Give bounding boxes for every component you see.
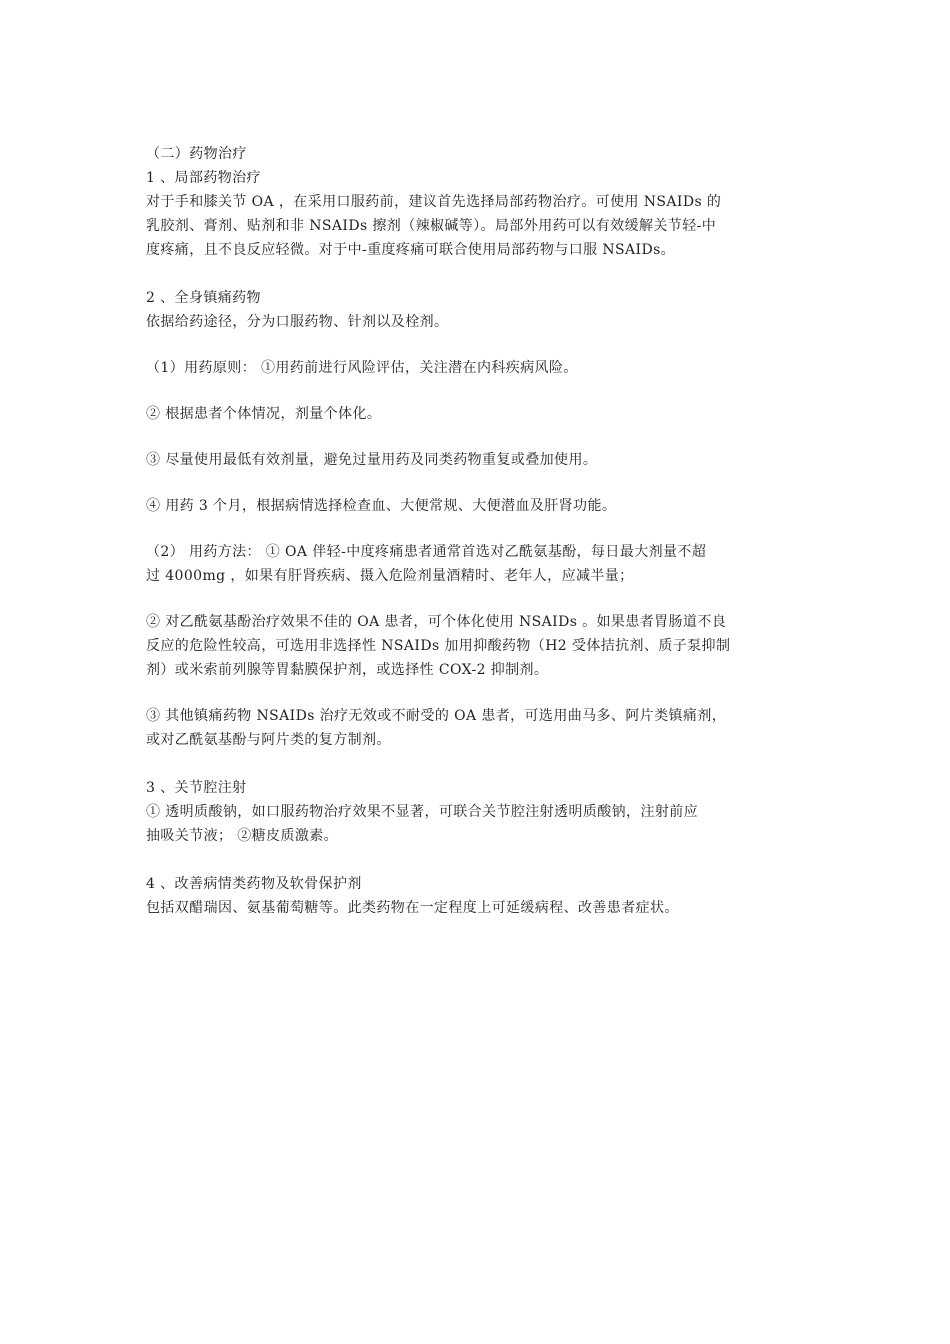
- document-body: [146, 142, 806, 920]
- spacer: [146, 426, 806, 448]
- paragraph-line: ① 透明质酸钠，如口服药物治疗效果不显著，可联合关节腔注射透明质酸钠，注射前应: [146, 804, 699, 820]
- method-item: （2） 用药方法： ① OA 伴轻-中度疼痛患者通常首选对乙酰氨基酚，每日最大剂量不超: [146, 544, 707, 560]
- spacer: [146, 588, 806, 610]
- principle-item: ② 根据患者个体情况，剂量个体化。: [146, 406, 382, 422]
- paragraph-line: 对于手和膝关节 OA ，在采用口服药前，建议首先选择局部药物治疗。可使用 NSAIDs 的: [146, 194, 722, 210]
- paragraph-line: 依据给药途径，分为口服药物、针剂以及栓剂。: [146, 314, 449, 330]
- principle-item: ③ 尽量使用最低有效剂量，避免过量用药及同类药物重复或叠加使用。: [146, 452, 598, 468]
- spacer: [146, 752, 806, 776]
- paragraph-line: 抽吸关节液； ②糖皮质激素。: [146, 828, 339, 844]
- method-item: ③ 其他镇痛药物 NSAIDs 治疗无效或不耐受的 OA 患者，可选用曲马多、阿片类镇痛剂，: [146, 708, 727, 724]
- heading-joint-injection: 3 、关节腔注射: [146, 780, 247, 796]
- method-item: 过 4000mg ，如果有肝肾疾病、摄入危险剂量酒精时、老年人，应减半量；: [146, 568, 634, 584]
- paragraph-line: 包括双醋瑞因、氨基葡萄糖等。此类药物在一定程度上可延缓病程、改善患者症状。: [146, 900, 679, 916]
- spacer: [146, 262, 806, 286]
- principle-item: （1）用药原则： ①用药前进行风险评估，关注潜在内科疾病风险。: [146, 360, 578, 376]
- method-item: 反应的危险性较高，可选用非选择性 NSAIDs 加用抑酸药物（H2 受体拮抗剂、质子泵抑制: [146, 638, 731, 654]
- heading-systemic-analgesics: 2 、全身镇痛药物: [146, 290, 261, 306]
- principle-item: ④ 用药 3 个月，根据病情选择检查血、大便常规、大便潜血及肝肾功能。: [146, 498, 617, 514]
- paragraph-line: 度疼痛，且不良反应轻微。对于中-重度疼痛可联合使用局部药物与口服 NSAIDs。: [146, 242, 676, 258]
- spacer: [146, 848, 806, 872]
- method-item: ② 对乙酰氨基酚治疗效果不佳的 OA 患者，可个体化使用 NSAIDs 。如果患者胃肠道不良: [146, 614, 727, 630]
- spacer: [146, 682, 806, 704]
- paragraph-line: 乳胶剂、膏剂、贴剂和非 NSAIDs 擦剂（辣椒碱等）。局部外用药可以有效缓解关节轻-中: [146, 218, 717, 234]
- method-item: 或对乙酰氨基酚与阿片类的复方制剂。: [146, 732, 391, 748]
- heading-disease-modifying-drugs: 4 、改善病情类药物及软骨保护剂: [146, 876, 362, 892]
- spacer: [146, 518, 806, 540]
- heading-local-therapy: 1 、局部药物治疗: [146, 170, 261, 186]
- spacer: [146, 334, 806, 356]
- section-title: （二）药物治疗: [146, 146, 247, 162]
- method-item: 剂）或米索前列腺等胃黏膜保护剂，或选择性 COX-2 抑制剂。: [146, 662, 549, 678]
- spacer: [146, 380, 806, 402]
- spacer: [146, 472, 806, 494]
